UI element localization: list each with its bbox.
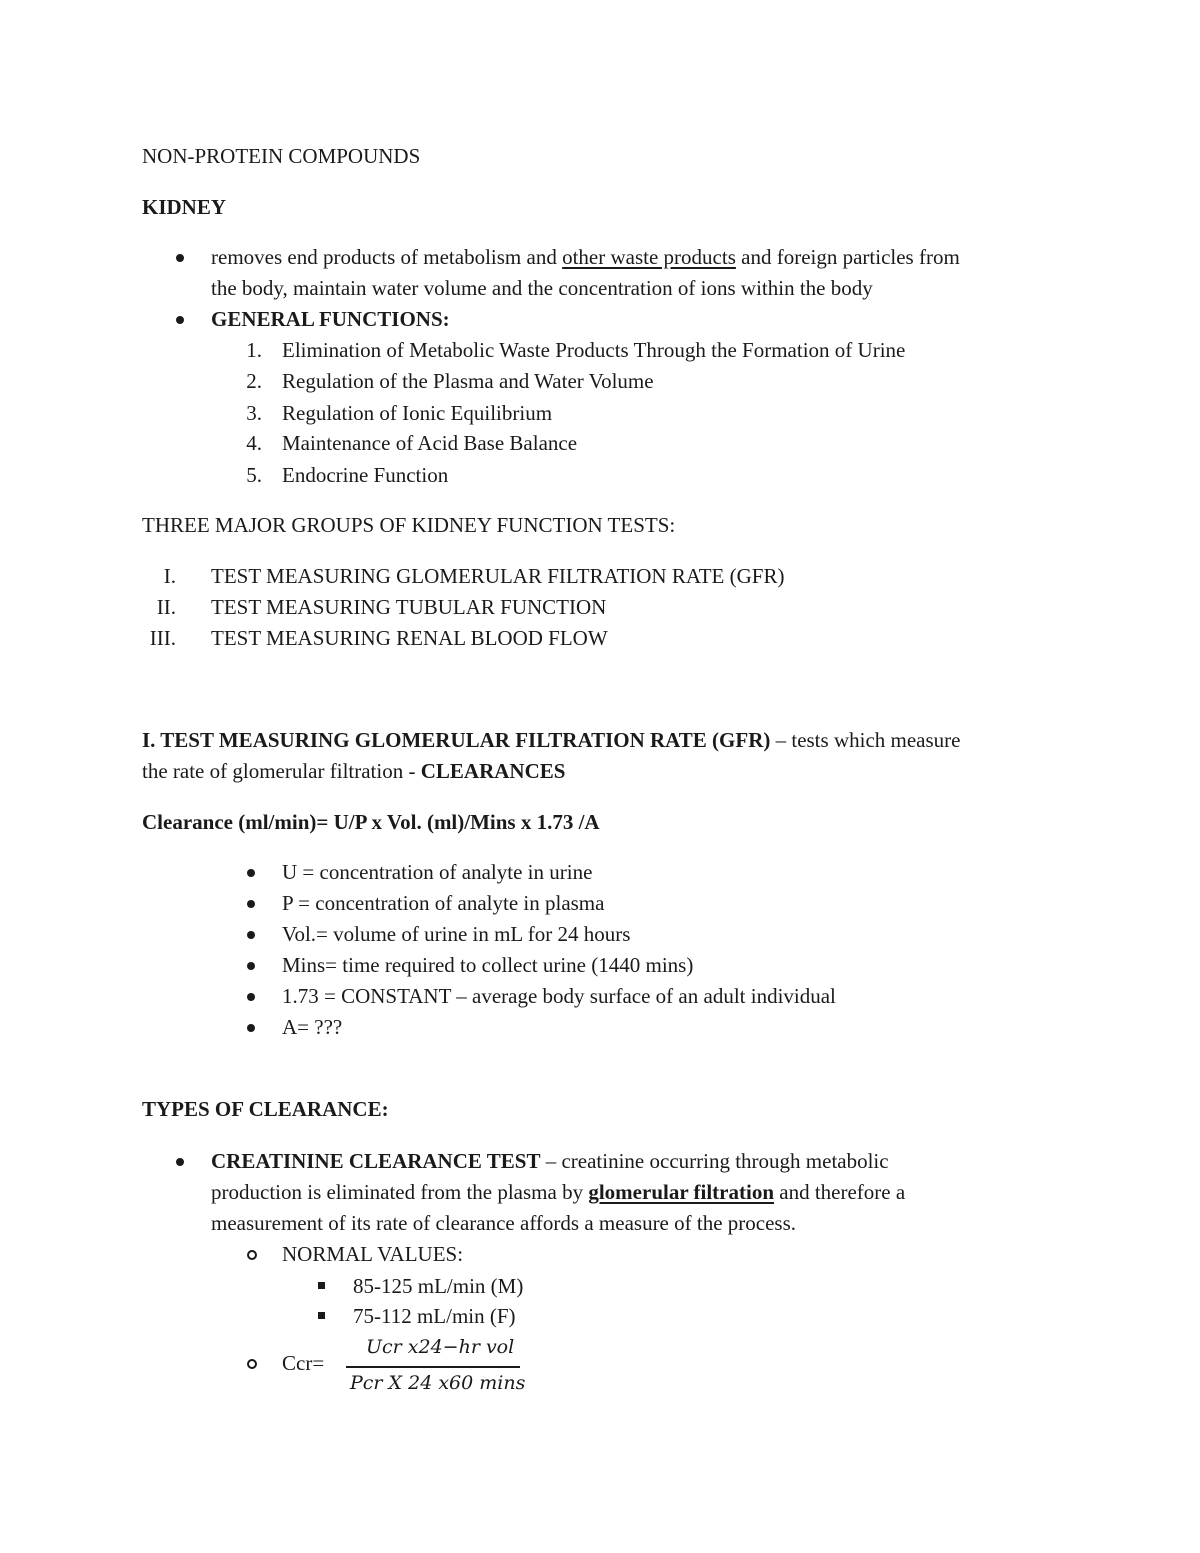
- kidney-heading: KIDNEY: [142, 195, 227, 219]
- square-bullet-icon: [318, 1312, 325, 1319]
- list-item: Regulation of the Plasma and Water Volume: [282, 369, 654, 393]
- kidney-bullet-1-line2: the body, maintain water volume and the concentration of ions within the body: [211, 276, 873, 300]
- doc-title: NON-PROTEIN COMPOUNDS: [142, 144, 421, 168]
- gfr-heading: [142, 730, 960, 751]
- list-item-number: 4.: [246, 431, 262, 455]
- creatinine-line2-post: and therefore a: [774, 1180, 906, 1204]
- list-item: TEST MEASURING TUBULAR FUNCTION: [211, 595, 607, 619]
- creatinine-line2-emphasis: glomerular filtration: [588, 1180, 775, 1204]
- ccr-fraction: [346, 1336, 526, 1396]
- creatinine-line2-pre: production is eliminated from the plasma by: [211, 1180, 589, 1204]
- list-item: U = concentration of analyte in urine: [282, 860, 593, 884]
- circle-bullet-icon: [247, 1250, 257, 1260]
- list-item: Regulation of Ionic Equilibrium: [282, 401, 553, 425]
- list-item-number: 2.: [246, 369, 262, 393]
- bullet-icon: [176, 1158, 184, 1166]
- bullet-icon: [247, 900, 255, 908]
- creatinine-line2: [211, 1182, 905, 1203]
- bullet-icon: [247, 931, 255, 939]
- gfr-heading-rest: – tests which measure: [770, 728, 961, 752]
- kidney-bullet-1-pre: removes end products of metabolism and: [211, 245, 563, 269]
- creatinine-line3: measurement of its rate of clearance affords a measure of the process.: [211, 1211, 797, 1235]
- list-item-number: 3.: [246, 401, 262, 425]
- groups-heading: THREE MAJOR GROUPS OF KIDNEY FUNCTION TESTS:: [142, 513, 676, 537]
- list-item: P = concentration of analyte in plasma: [282, 891, 605, 915]
- normal-value-item: 85-125 mL/min (M): [353, 1274, 524, 1298]
- kidney-bullet-1-underlined: other waste products: [562, 245, 736, 269]
- bullet-icon: [247, 1024, 255, 1032]
- list-item: Vol.= volume of urine in mL for 24 hours: [282, 922, 631, 946]
- list-item: A= ???: [282, 1015, 343, 1039]
- list-item: Endocrine Function: [282, 463, 449, 487]
- list-item-number: I.: [163, 564, 176, 588]
- gfr-line2-text: the rate of glomerular filtration -: [142, 759, 421, 783]
- ccr-numerator: Ucr x24−hr vol: [366, 1336, 515, 1358]
- normal-values-label: NORMAL VALUES:: [282, 1242, 464, 1266]
- ccr-label: Ccr=: [282, 1351, 325, 1375]
- creatinine-heading: [211, 1151, 889, 1172]
- list-item-number: 1.: [246, 338, 262, 362]
- general-functions-label: GENERAL FUNCTIONS:: [211, 307, 450, 331]
- gfr-heading-line2: [142, 761, 565, 782]
- kidney-bullet-1-post: and foreign particles from: [735, 245, 960, 269]
- kidney-bullet-1: [211, 247, 960, 268]
- bullet-icon: [176, 316, 184, 324]
- bullet-icon: [247, 993, 255, 1001]
- list-item: TEST MEASURING RENAL BLOOD FLOW: [211, 626, 608, 650]
- list-item: 1.73 = CONSTANT – average body surface of an adult individual: [282, 984, 836, 1008]
- normal-value-item: 75-112 mL/min (F): [353, 1304, 516, 1328]
- clearance-formula: Clearance (ml/min)= U/P x Vol. (ml)/Mins x 1.73 /A: [142, 810, 600, 834]
- list-item: TEST MEASURING GLOMERULAR FILTRATION RATE (GFR): [211, 564, 785, 588]
- creatinine-heading-rest: – creatinine occurring through metabolic: [540, 1149, 889, 1173]
- ccr-denominator: Pcr X 24 x60 mins: [350, 1372, 526, 1394]
- types-heading: TYPES OF CLEARANCE:: [142, 1097, 389, 1121]
- gfr-line2-bold: CLEARANCES: [420, 759, 566, 783]
- list-item: Mins= time required to collect urine (1440 mins): [282, 953, 694, 977]
- circle-bullet-icon: [247, 1359, 257, 1369]
- fraction-bar: [346, 1366, 520, 1368]
- list-item: Elimination of Metabolic Waste Products Through the Formation of Urine: [282, 338, 906, 362]
- bullet-icon: [176, 254, 184, 262]
- creatinine-heading-bold: CREATININE CLEARANCE TEST: [211, 1149, 541, 1173]
- bullet-icon: [247, 869, 255, 877]
- list-item-number: III.: [149, 626, 176, 650]
- bullet-icon: [247, 962, 255, 970]
- list-item: Maintenance of Acid Base Balance: [282, 431, 578, 455]
- square-bullet-icon: [318, 1282, 325, 1289]
- list-item-number: 5.: [246, 463, 262, 487]
- list-item-number: II.: [156, 595, 176, 619]
- gfr-heading-bold: I. TEST MEASURING GLOMERULAR FILTRATION RATE (GFR): [142, 728, 771, 752]
